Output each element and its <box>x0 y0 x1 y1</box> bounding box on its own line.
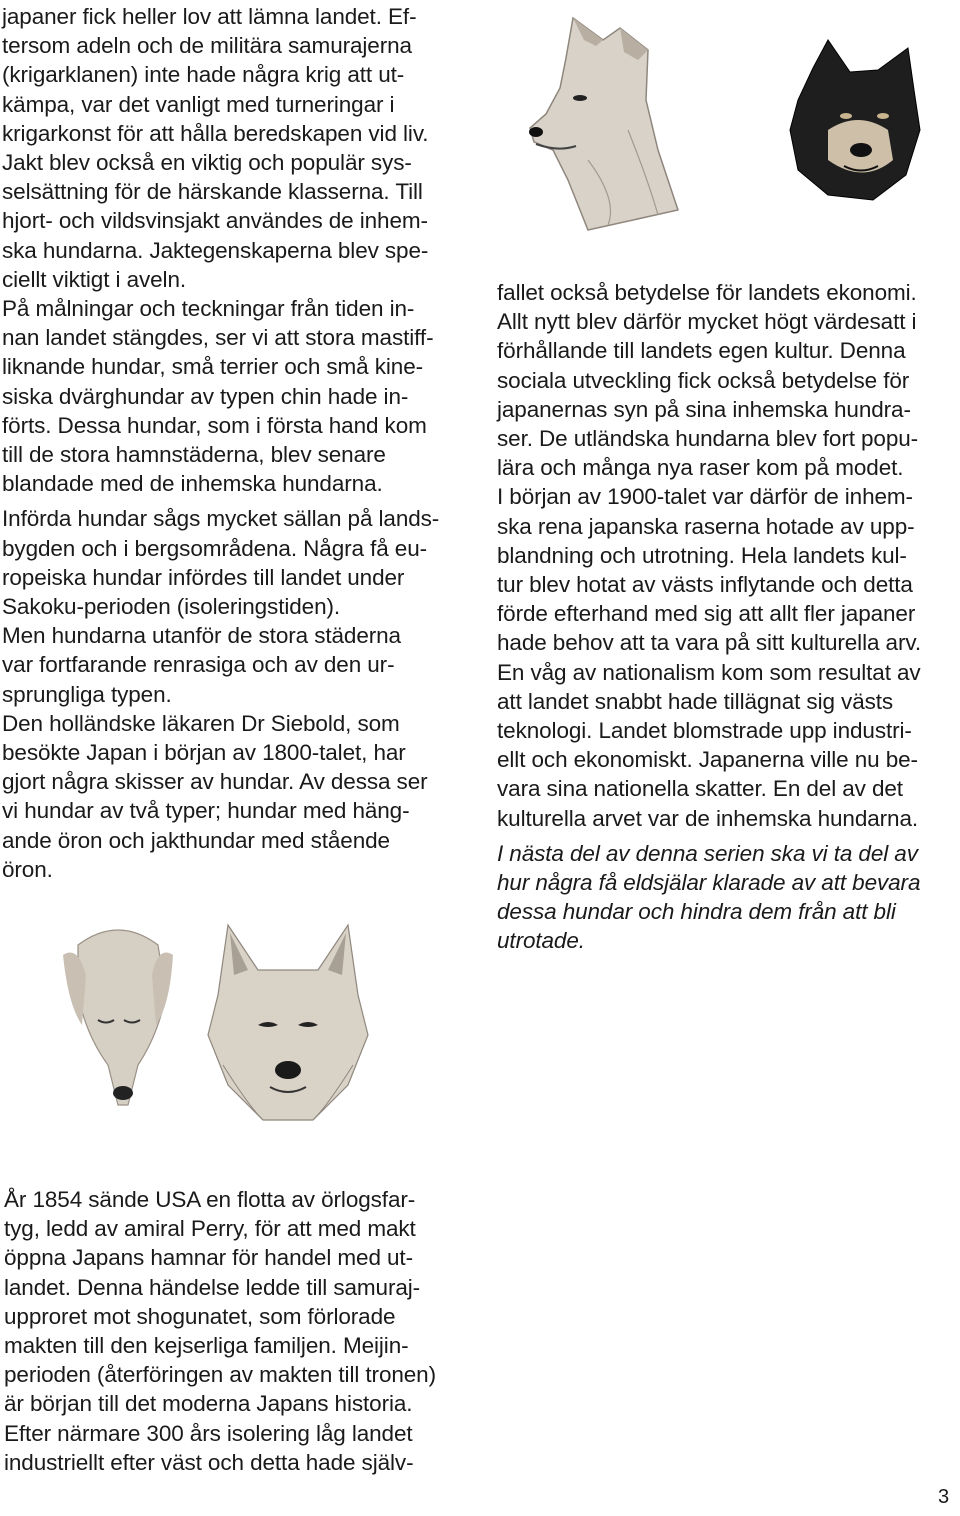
text-line: ande öron och jakthundar med stående <box>2 827 390 853</box>
text-line: vara sina nationella skatter. En del av det <box>497 776 903 802</box>
text-line: ska hundarna. Jaktegenskaperna blev spe- <box>2 237 429 263</box>
text-line: blandade med de inhemska hundarna. <box>2 471 383 497</box>
paragraph-left-1 <box>2 2 462 498</box>
text-line: till de stora hamnstäderna, blev senare <box>2 442 386 468</box>
frontal-dog-heads-drawing <box>58 915 388 1130</box>
text-line: lära och många nya raser kom på modet. <box>497 455 904 481</box>
dog-heads-drawing <box>528 10 960 240</box>
text-line: Införda hundar sågs mycket sällan på lands- <box>2 506 440 532</box>
text-line: ciellt viktigt i aveln. <box>2 266 187 292</box>
text-line: kämpa, var det vanligt med turneringar i <box>2 91 395 117</box>
text-line: japaner fick heller lov att lämna landet. Ef- <box>2 4 417 29</box>
text-line: Sakoku-perioden (isoleringstiden). <box>2 594 341 620</box>
text-line: upproret mot shogunatet, som förlorade <box>4 1303 396 1329</box>
paragraph-bottom <box>4 1185 464 1477</box>
text-line: var fortfarande renrasiga och av den ur- <box>2 652 395 678</box>
text-line: tyg, ledd av amiral Perry, för att med makt <box>4 1216 416 1242</box>
text-line: att landet snabbt hade tillägnat sig västs <box>497 688 894 714</box>
text-line: siska dvärghundar av typen chin hade in- <box>2 383 409 409</box>
paragraph-right-1 <box>497 278 957 833</box>
prick-ear-dog-head <box>208 925 368 1120</box>
text-line: Men hundarna utanför de stora städerna <box>2 623 401 649</box>
text-line: ser. De utländska hundarna blev fort popu- <box>497 426 919 452</box>
italic-text-line: utrotade. <box>497 928 585 954</box>
text-line: teknologi. Landet blomstrade upp industri- <box>497 718 912 744</box>
text-line: blandning och utrotning. Hela landets kul- <box>497 542 907 568</box>
dog-heads-illustration-top <box>528 10 960 240</box>
page-number: 3 <box>938 1486 950 1508</box>
italic-text-line: I nästa del av denna serien ska vi ta del av <box>497 840 918 866</box>
text-line: liknande hundar, små terrier och små kine- <box>2 354 424 380</box>
text-line: tersom adeln och de militära samurajerna <box>2 33 412 59</box>
text-line: Allt nytt blev därför mycket högt värdesatt i <box>497 309 917 335</box>
text-line: förde efterhand med sig att allt fler japaner <box>497 601 916 627</box>
text-line: nan landet stängdes, ser vi att stora mastiff- <box>2 325 434 351</box>
text-line: makten till den kejserliga familjen. Meijin- <box>4 1333 409 1359</box>
italic-text-line: hur några få eldsjälar klarade av att bevara <box>497 870 921 896</box>
text-line: Jakt blev också en viktig och populär sys- <box>2 150 412 176</box>
dog-heads-illustration-bottom <box>58 915 388 1130</box>
text-line: landet. Denna händelse ledde till samuraj- <box>4 1274 421 1300</box>
text-line: ropeiska hundar infördes till landet under <box>2 564 405 590</box>
text-line: I början av 1900-talet var därför de inhem- <box>497 484 913 510</box>
text-line: (krigarklanen) inte hade några krig att ut- <box>2 62 405 88</box>
text-line: bygden och i bergsområdena. Några få eu- <box>2 535 428 561</box>
text-line: perioden (återföringen av makten till tronen) <box>4 1362 436 1388</box>
text-line: tur blev hotat av västs inflytande och detta <box>497 572 913 598</box>
text-line: Den holländske läkaren Dr Siebold, som <box>2 710 400 736</box>
text-line: Efter närmare 300 års isolering låg landet <box>4 1420 413 1446</box>
text-line: förts. Dessa hundar, som i första hand kom <box>2 412 427 438</box>
left-column <box>2 2 462 884</box>
text-line: ellt och ekonomiskt. Japanerna ville nu be- <box>497 747 918 773</box>
right-column <box>497 278 957 956</box>
text-line: På målningar och teckningar från tiden in- <box>2 296 415 322</box>
text-line: förhållande till landets egen kultur. Denna <box>497 338 906 364</box>
text-line: fallet också betydelse för landets ekonomi. <box>497 280 917 305</box>
text-line: krigarkonst för att hålla beredskapen vid liv. <box>2 120 429 146</box>
text-line: sociala utveckling fick också betydelse för <box>497 367 910 393</box>
text-line: selsättning för de härskande klasserna. Till <box>2 179 423 205</box>
text-line: En våg av nationalism kom som resultat av <box>497 659 921 685</box>
bottom-text-block <box>4 1185 464 1477</box>
text-line: är början till det moderna Japans historia. <box>4 1391 413 1417</box>
text-line: öppna Japans hamnar för handel med ut- <box>4 1245 413 1271</box>
text-line: gjort några skisser av hundar. Av dessa ser <box>2 769 428 795</box>
text-line: vi hundar av två typer; hundar med häng- <box>2 798 410 824</box>
text-line: kulturella arvet var de inhemska hundarna. <box>497 805 919 831</box>
text-line: ska rena japanska raserna hotade av upp- <box>497 513 915 539</box>
drop-ear-dog-head <box>63 930 173 1105</box>
paragraph-right-italic-teaser <box>497 839 957 956</box>
text-line: japanernas syn på sina inhemska hundra- <box>497 396 911 422</box>
text-line: År 1854 sände USA en flotta av örlogsfar- <box>4 1187 416 1212</box>
text-line: besökte Japan i början av 1800-talet, har <box>2 740 406 766</box>
text-line: hade behov att ta vara på sitt kulturella arv. <box>497 630 921 656</box>
paragraph-left-2 <box>2 504 462 884</box>
text-line: öron. <box>2 856 53 882</box>
light-dog-profile-head <box>529 18 678 230</box>
text-line: sprungliga typen. <box>2 681 172 707</box>
text-line: industriellt efter väst och detta hade själv- <box>4 1449 414 1475</box>
italic-text-line: dessa hundar och hindra dem från att bli <box>497 899 896 925</box>
black-tan-dog-head <box>790 40 920 200</box>
text-line: hjort- och vildsvinsjakt användes de inhem- <box>2 208 428 234</box>
